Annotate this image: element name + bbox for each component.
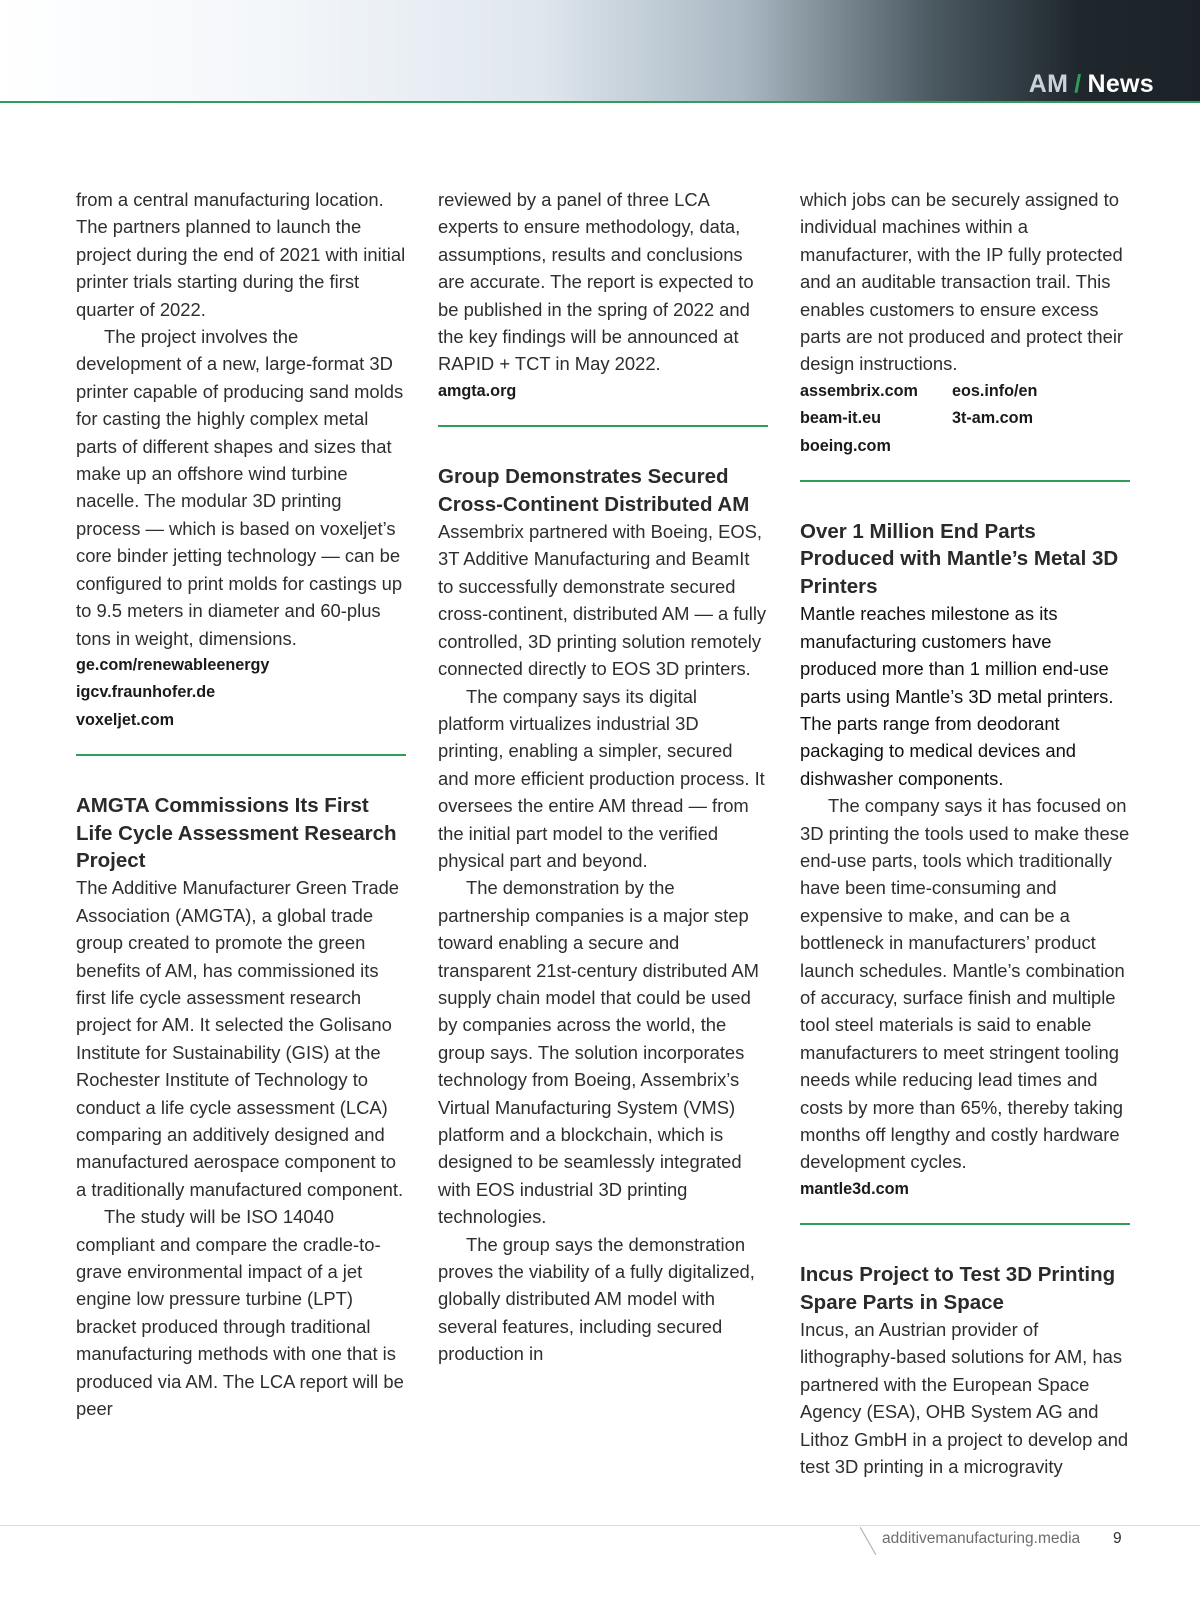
col1-paragraph-1: from a central manufacturing location. The partners planned to launch the project during the end of 2021 with initial printer trials starting during the first quarter of 2022.	[76, 189, 406, 320]
amgta-paragraph-2: The study will be ISO 14040 compliant and compare the cradle-to-grave environmental impact of a jet engine low pressure turbine (LPT) bracket produced through traditional manufacturing methods with one that is produced via AM. The LCA report will be peer	[76, 1206, 404, 1420]
assembrix-paragraph-1: Assembrix partnered with Boeing, EOS, 3T Additive Manufacturing and BeamIt to successfully demonstrate secured cross-continent, distributed AM — a fully controlled, 3D printing solution remotely connected directly to EOS 3D printers.	[438, 521, 767, 680]
assembrix-paragraph-2: The company says its digital platform virtualizes industrial 3D printing, enabling a simpler, secured and more efficient production process. It oversees the entire AM thread — from the initial part model to the verified physical part and beyond.	[438, 685, 765, 871]
article-headline-mantle: Over 1 Million End Parts Produced with Mantle’s Metal 3D Printers	[800, 520, 1119, 598]
link-list	[800, 378, 1130, 460]
article-headline-assembrix: Group Demonstrates Secured Cross-Continent Distributed AM	[438, 465, 750, 516]
page-header	[0, 0, 1200, 103]
section-divider	[800, 480, 1130, 482]
section-divider	[438, 425, 768, 427]
footer-slash-decoration	[860, 1527, 876, 1555]
link-amgta[interactable]: amgta.org	[438, 381, 517, 400]
section-separator: /	[1074, 70, 1082, 98]
link-boeing[interactable]: boeing.com	[800, 436, 891, 455]
amgta-paragraph-1: The Additive Manufacturer Green Trade Association (AMGTA), a global trade group created to promote the green benefits of AM, has commissioned its first life cycle assessment research project for AM. It selected the Golisano Institute for Sustainability (GIS) at the Rochester Institute of Technology to conduct a life cycle assessment (LCA) comparing an additively designed and manufactured aerospace component to a traditionally manufactured component.	[76, 877, 404, 1200]
column-3	[800, 186, 1130, 1480]
link-igcv[interactable]: igcv.fraunhofer.de	[76, 683, 216, 702]
section-title: News	[1087, 70, 1154, 98]
incus-paragraph-1: Incus, an Austrian provider of lithography-based solutions for AM, has partnered with the European Space Agency (ESA), OHB System AG and Lithoz GmbH in a project to develop and test 3D printing in a microgravity	[800, 1319, 1129, 1478]
link-beamit[interactable]: beam-it.eu	[800, 409, 881, 428]
section-label	[1029, 70, 1154, 99]
col1-paragraph-2: The project involves the development of a new, large-format 3D printer capable of producing sand molds for casting the highly complex metal parts of different shapes and sizes that make up an offshore wind turbine nacelle. The modular 3D printing process — which is based on voxeljet’s core binder jetting technology — can be configured to print molds for castings up to 9.5 meters in diameter and 60-plus tons in weight, dimensions.	[76, 326, 404, 649]
link-voxeljet[interactable]: voxeljet.com	[76, 710, 175, 729]
page-number: 9	[1113, 1530, 1122, 1547]
link-3t-am[interactable]: 3t-am.com	[952, 409, 1033, 428]
section-divider	[800, 1223, 1130, 1225]
assembrix-paragraph-4: The group says the demonstration proves the viability of a fully digitalized, globally distributed AM model with several features, including secured production in	[438, 1233, 755, 1365]
column-1	[76, 186, 406, 1422]
section-divider	[76, 754, 406, 756]
article-headline-amgta: AMGTA Commissions Its First Life Cycle Assessment Research Project	[76, 794, 397, 872]
link-eos[interactable]: eos.info/en	[952, 381, 1038, 400]
footer-divider	[0, 1525, 1200, 1526]
link-ge[interactable]: ge.com/renewableenergy	[76, 655, 270, 674]
link-assembrix[interactable]: assembrix.com	[800, 381, 918, 400]
article-headline-incus: Incus Project to Test 3D Printing Spare Parts in Space	[800, 1263, 1116, 1314]
column-2	[438, 186, 768, 1368]
mantle-paragraph-2: The company says it has focused on 3D printing the tools used to make these end-use parts, tools which traditionally have been time-consuming and expensive to make, and can be a bottleneck in manufacturers’ product launch schedules. Mantle’s combination of accuracy, surface finish and multiple tool steel materials is said to enable manufacturers to meet stringent tooling needs while reducing lead times and costs by more than 65%, thereby taking months off lengthy and costly hardware development cycles.	[800, 795, 1130, 1173]
mantle-paragraph-1: Mantle reaches milestone as its manufacturing customers have produced more than 1 million end-use parts using Mantle’s 3D metal printers. The parts range from deodorant packaging to medical devices and dishwasher components.	[800, 603, 1114, 789]
col2-paragraph-1: reviewed by a panel of three LCA experts to ensure methodology, data, assumptions, results and conclusions are accurate. The report is expected to be published in the spring of 2022 and the key findings will be announced at RAPID + TCT in May 2022.	[438, 189, 754, 375]
col3-paragraph-1: which jobs can be securely assigned to individual machines within a manufacturer, with the IP fully protected and an auditable transaction trail. This enables customers to ensure excess parts are not produced and protect their design instructions.	[800, 189, 1124, 375]
section-prefix: AM	[1028, 70, 1069, 98]
link-mantle[interactable]: mantle3d.com	[800, 1179, 909, 1198]
assembrix-paragraph-3: The demonstration by the partnership companies is a major step toward enabling a secure and transparent 21st-century distributed AM supply chain model that could be used by companies across the world, the group says. The solution incorporates technology from Boeing, Assembrix’s Virtual Manufacturing System (VMS) platform and a blockchain, which is designed to be seamlessly integrated with EOS industrial 3D printing technologies.	[438, 877, 759, 1228]
footer-website[interactable]: additivemanufacturing.media	[882, 1530, 1081, 1547]
